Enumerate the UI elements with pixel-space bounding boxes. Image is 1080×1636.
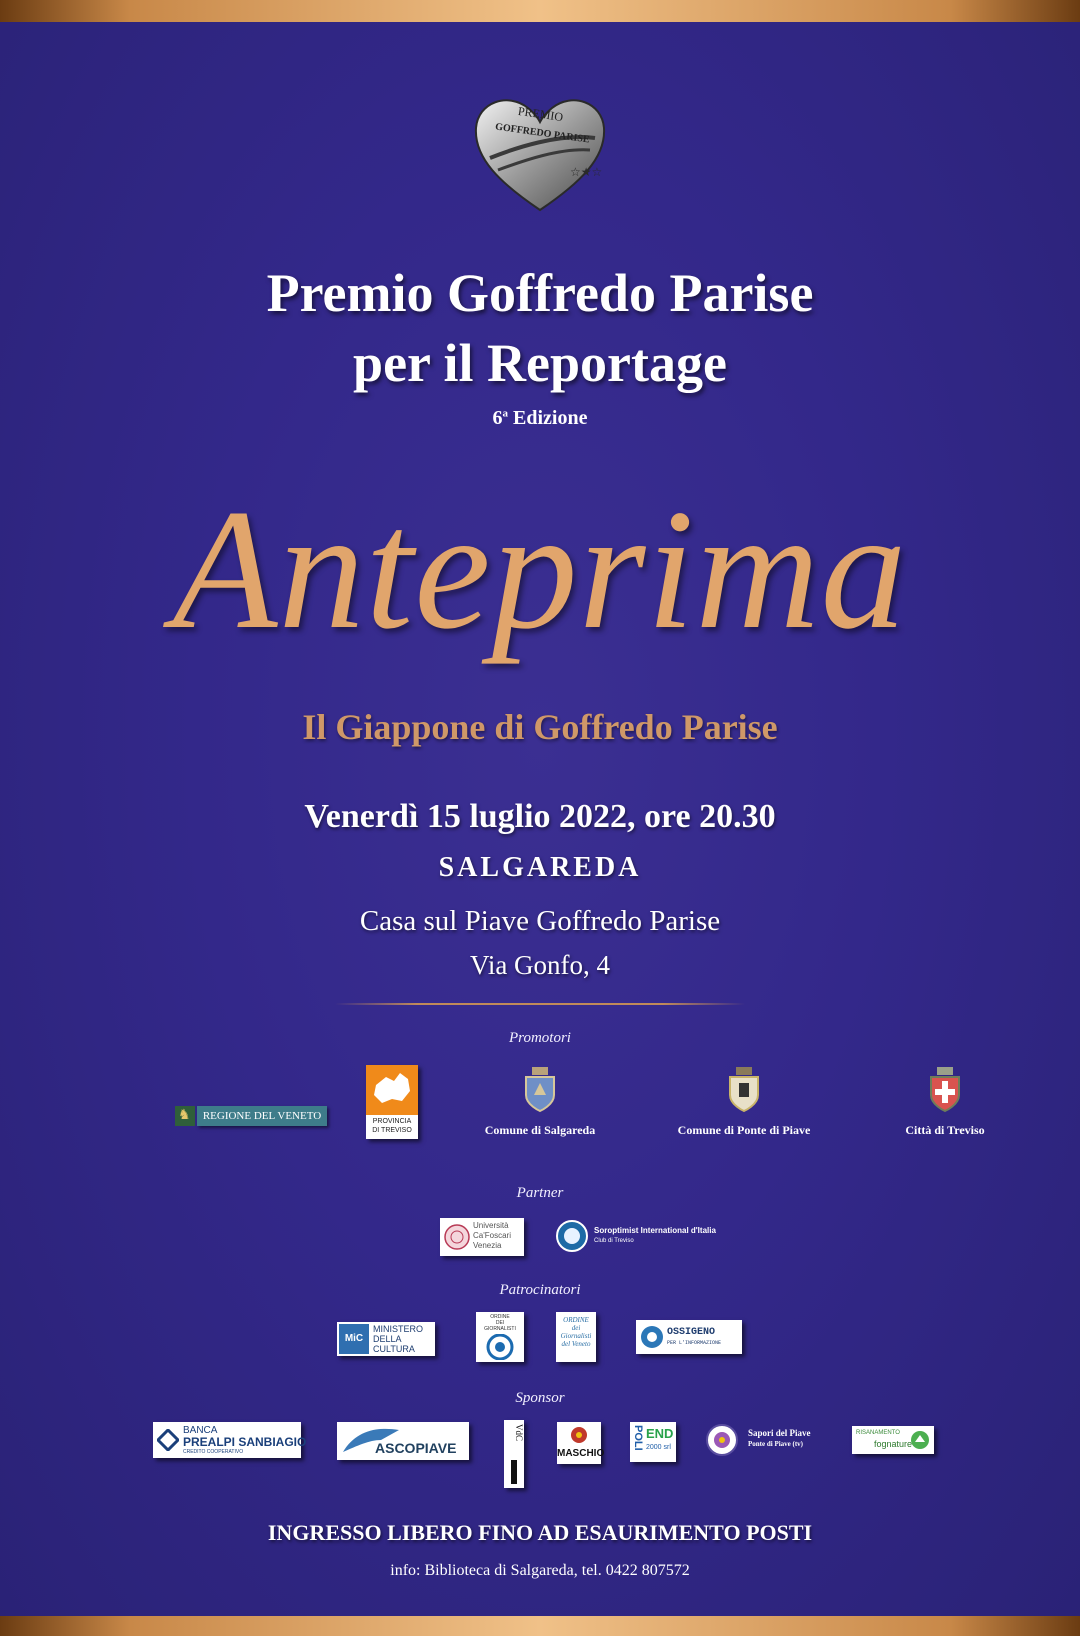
sapori-text: Sapori del Piave	[748, 1428, 811, 1438]
maschio-emblem-icon	[567, 1425, 591, 1445]
poliend-line2: END	[646, 1426, 674, 1441]
logo-risanamento-fognature	[852, 1426, 934, 1454]
logo-citta-treviso	[880, 1065, 1010, 1135]
logo-regione-veneto	[175, 1106, 327, 1126]
sapori-badge-icon	[706, 1424, 738, 1456]
lion-icon: ♞	[175, 1106, 195, 1126]
provincia-line2: DI TREVISO	[372, 1127, 412, 1134]
section-label-sponsor: Sponsor	[515, 1390, 565, 1406]
poliend-line3: 2000 srl	[646, 1444, 671, 1451]
comune-salgareda-text: Comune di Salgareda	[484, 1123, 596, 1137]
banca-line3: CREDITO COOPERATIVO	[183, 1449, 244, 1455]
logo-ordine-giornalisti-veneto	[556, 1312, 596, 1362]
logo-universita-ca-foscari	[440, 1218, 524, 1256]
section-label-patrocinatori: Patrocinatori	[499, 1282, 581, 1298]
vdc-text: VdC	[514, 1424, 524, 1442]
comune-ponte-di-piave-text: Comune di Ponte di Piave	[677, 1123, 811, 1137]
logo-comune-salgareda	[470, 1065, 610, 1135]
ordine-veneto-line4: del Veneto	[561, 1340, 591, 1348]
province-map-icon	[366, 1065, 418, 1115]
crest-icon	[927, 1065, 963, 1115]
citta-treviso-text: Città di Treviso	[905, 1123, 985, 1137]
logo-vdc	[504, 1420, 524, 1488]
heart-medal-line2: GOFFREDO PARISE	[494, 121, 591, 146]
globe-icon	[556, 1220, 588, 1252]
ossigeno-text: OSSIGENO	[667, 1327, 716, 1338]
ordine-veneto-line1: ORDINE	[563, 1316, 589, 1324]
ministero-line1: MINISTERO	[373, 1324, 424, 1334]
logo-poliend	[630, 1422, 676, 1462]
section-label-promotori: Promotori	[509, 1030, 571, 1046]
main-title: Anteprima	[172, 475, 908, 665]
ordine-line2: DEI	[495, 1320, 505, 1326]
maschio-text: MASCHIO	[557, 1448, 605, 1459]
ministero-line2: DELLA	[373, 1334, 402, 1344]
regione-veneto-text: REGIONE DEL VENETO	[197, 1106, 327, 1126]
soroptimist-subtext: Club di Treviso	[594, 1238, 634, 1244]
event-date: Venerdì 15 luglio 2022, ore 20.30	[304, 798, 776, 835]
event-subtitle: Il Giappone di Goffredo Parise	[302, 707, 778, 747]
logo-ministero-cultura	[337, 1322, 435, 1356]
event-address: Via Gonfo, 4	[469, 950, 611, 980]
crest-icon	[522, 1065, 558, 1115]
poliend-line1: POLI	[632, 1425, 644, 1451]
ministero-line3: CULTURA	[373, 1344, 415, 1354]
entry-notice: INGRESSO LIBERO FINO AD ESAURIMENTO POSTI	[267, 1520, 813, 1545]
ordine-veneto-line3: Giornalisti	[560, 1332, 592, 1340]
soroptimist-text: Soroptimist International d'Italia	[594, 1226, 716, 1235]
ca-foscari-line1: Università	[473, 1221, 509, 1230]
info-line: info: Biblioteca di Salgareda, tel. 0422 807572	[390, 1562, 690, 1579]
ascopiave-text: ASCOPIAVE	[375, 1440, 457, 1456]
ca-foscari-line2: Ca'Foscari	[473, 1231, 511, 1240]
banca-line1: BANCA	[183, 1425, 218, 1436]
edition-label	[0, 407, 1080, 430]
ordine-line1: ORDINE	[490, 1314, 510, 1320]
sapori-subtext: Ponte di Piave (tv)	[748, 1440, 804, 1448]
title-line-1: Premio Goffredo Parise	[266, 263, 814, 323]
risanamento-line2: fognature	[874, 1439, 913, 1449]
university-seal-icon	[444, 1224, 470, 1250]
ca-foscari-line3: Venezia	[473, 1241, 502, 1250]
edition-suffix: a	[502, 407, 509, 420]
ossigeno-subtext: PER L'INFORMAZIONE	[667, 1340, 722, 1346]
ordine-line3: GIORNALISTI	[484, 1326, 516, 1332]
mic-badge: MiC	[339, 1324, 369, 1354]
fognature-icon	[910, 1430, 930, 1450]
logo-maschio	[557, 1422, 605, 1464]
ordine-circle-icon	[483, 1334, 517, 1360]
banca-diamond-icon	[157, 1429, 179, 1451]
logo-ascopiave	[337, 1422, 469, 1460]
ordine-veneto-line2: dei	[571, 1324, 581, 1332]
title-line-2: per il Reportage	[353, 333, 727, 393]
event-venue: Casa sul Piave Goffredo Parise	[359, 905, 721, 937]
logo-ossigeno	[636, 1320, 742, 1354]
logo-banca-prealpi	[153, 1422, 307, 1458]
top-gold-band	[0, 0, 1080, 22]
logo-sapori-del-piave	[706, 1424, 836, 1460]
provincia-line1: PROVINCIA	[372, 1118, 412, 1125]
crest-icon	[726, 1065, 762, 1115]
bottom-gold-band	[0, 1616, 1080, 1636]
edition-word: Edizione	[513, 407, 588, 429]
section-label-partner: Partner	[516, 1185, 564, 1201]
risanamento-line1: RISANAMENTO	[856, 1430, 900, 1436]
logo-soroptimist	[556, 1220, 726, 1254]
edition-number: 6	[492, 407, 503, 429]
heart-medal-icon	[470, 88, 610, 218]
ossigeno-icon	[640, 1325, 664, 1349]
heart-medal-line1: PREMIO	[517, 103, 564, 125]
logo-provincia-treviso	[366, 1065, 418, 1139]
event-city: SALGAREDA	[438, 852, 642, 883]
logo-comune-ponte-di-piave	[660, 1065, 828, 1135]
divider-line	[335, 1003, 745, 1005]
logo-ordine-giornalisti	[476, 1312, 524, 1362]
banca-line2: PREALPI SANBIAGIO	[183, 1435, 307, 1449]
svg-text:☆★☆: ☆★☆	[570, 165, 603, 179]
